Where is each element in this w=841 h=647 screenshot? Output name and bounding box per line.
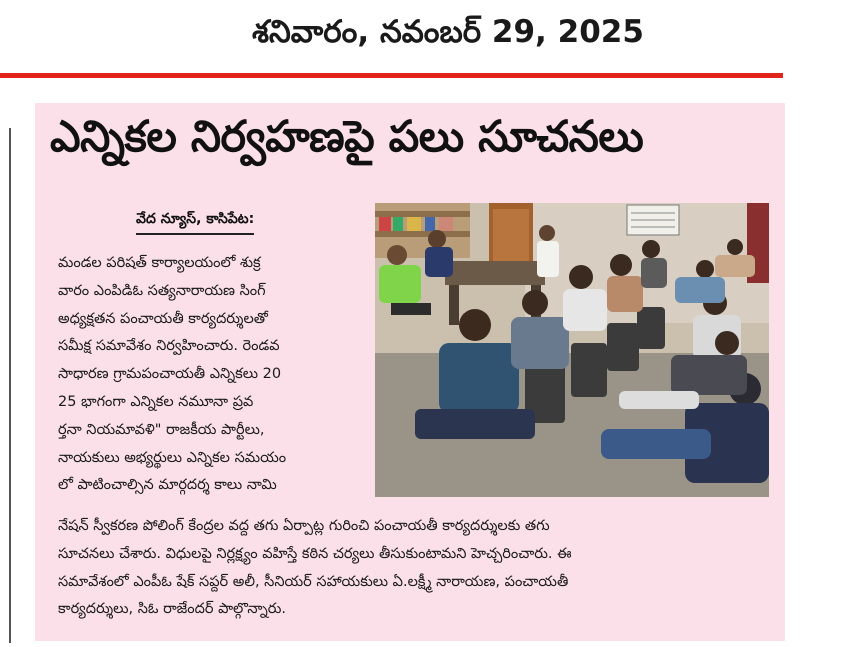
text-line: లో పాటించాల్సిన మార్గదర్శ కాలు నామి — [58, 477, 277, 494]
meeting-photo — [375, 203, 769, 497]
article-byline: వేద న్యూస్, కాసిపేట: — [136, 211, 254, 235]
text-line: నాయకులు అభ్యర్థులు ఎన్నికల సమయం — [58, 449, 287, 466]
article-headline: ఎన్నికల నిర్వహణపై పలు సూచనలు — [50, 112, 644, 162]
header-rule — [0, 73, 783, 78]
page-date: శనివారం, నవంబర్ 29, 2025 — [252, 14, 644, 50]
text-line: నేషన్ స్వీకరణ పోలింగ్ కేంద్రల వద్ద తగు ఏర్పాట్ల గురించి పంచాయతీ కార్యదర్శులకు తగు — [58, 518, 550, 534]
article-full-width-text — [58, 513, 774, 624]
meeting-photo-illustration — [375, 203, 769, 497]
text-line: మండల పరిషత్ కార్యాలయంలో శుక్ర — [58, 255, 261, 271]
text-line: సమావేశంలో ఎంపీఓ షేక్ సప్దర్ అలీ, సీనియర్ సహాయకులు ఏ.లక్ష్మీ నారాయణ, పంచాయతీ — [58, 573, 569, 590]
text-line: సాధారణ గ్రామపంచాయతీ ఎన్నికలు 20 — [58, 366, 282, 383]
article-column-text — [58, 250, 366, 500]
text-line: 25 భాగంగా ఎన్నికల నమూనా ప్రవ — [58, 393, 254, 410]
text-line: వారం ఎంపిడిఓ సత్యనారాయణ సింగ్ — [58, 282, 266, 299]
text-line: కార్యదర్శులు, సిఓ రాజేందర్ పాల్గొన్నారు. — [58, 601, 286, 618]
text-line: అధ్యక్షతన పంచాయతీ కార్యదర్శులతో — [58, 310, 268, 327]
text-line: ర్తనా నియమావళి" రాజకీయ పార్టీలు, — [58, 421, 265, 438]
text-line: సూచనలు చేశారు. విధులపై నిర్లక్ష్యం వహిస్తే కఠిన చర్యలు తీసుకుంటామని హెచ్చరించారు. ఈ — [58, 545, 572, 562]
column-divider — [9, 128, 11, 643]
text-line: సమీక్ష సమావేశం నిర్వహించారు. రెండవ — [58, 338, 280, 355]
